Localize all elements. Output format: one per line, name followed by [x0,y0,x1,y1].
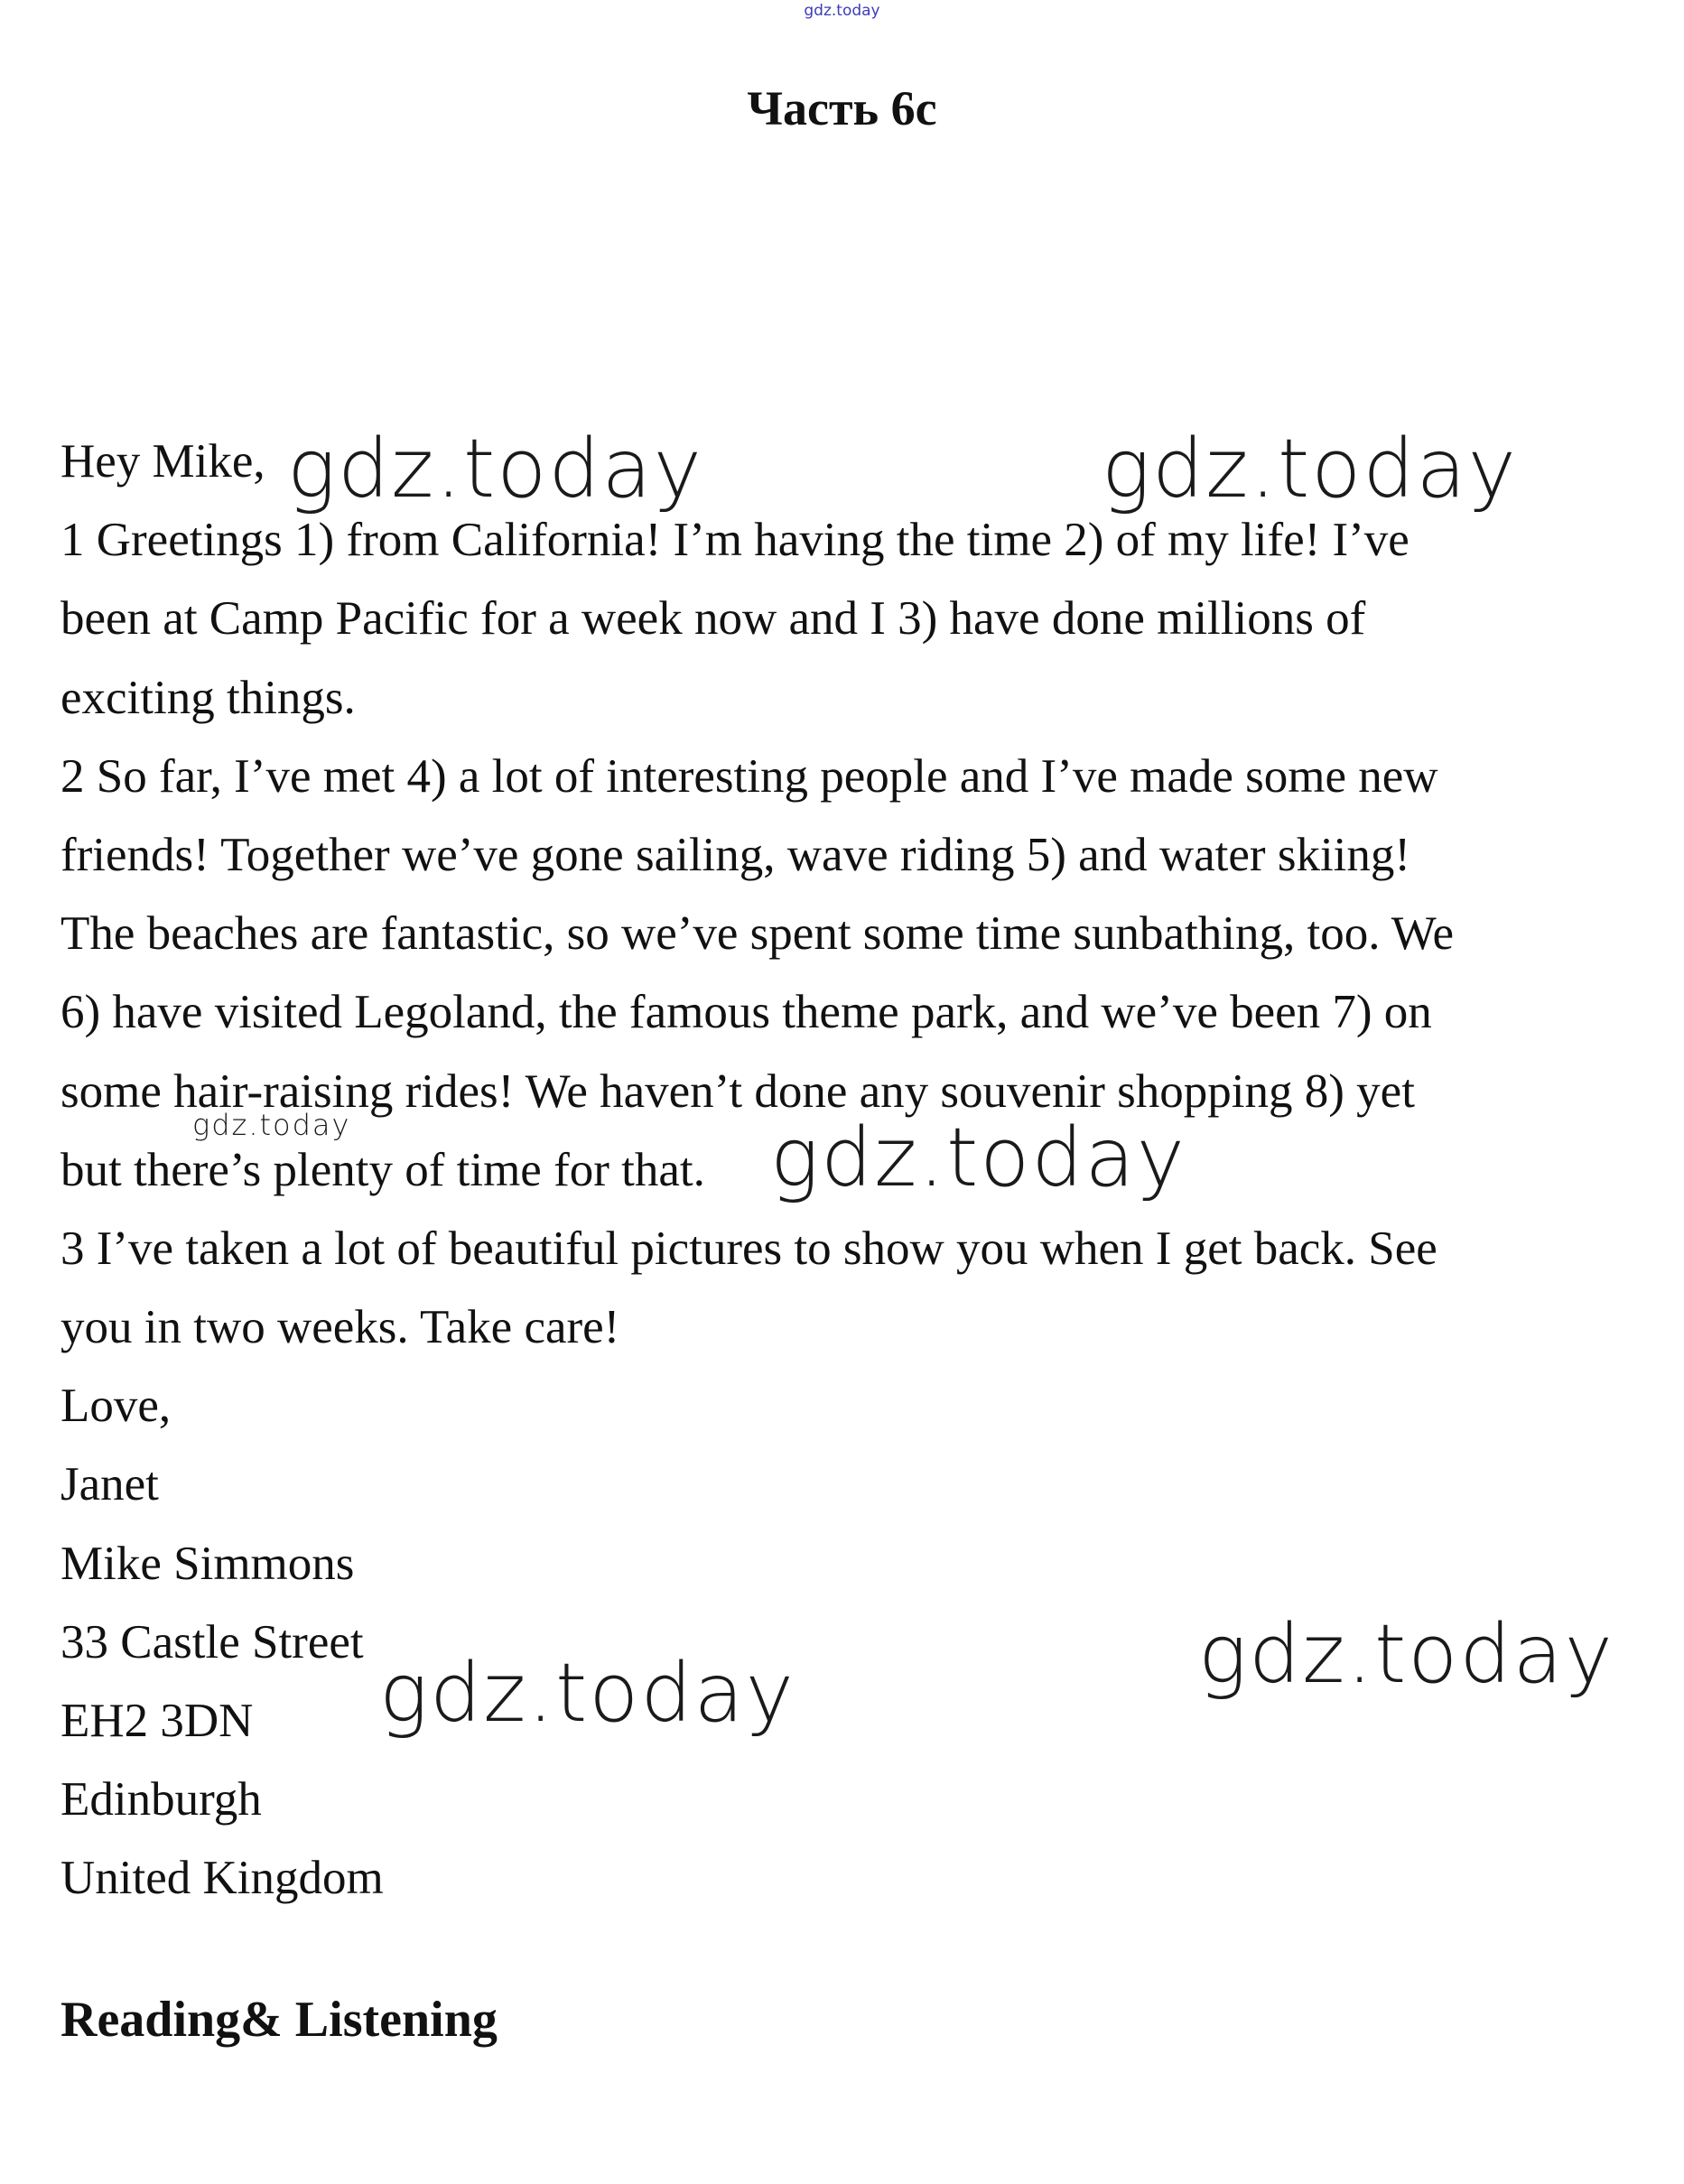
watermark: gdz.today [192,1108,351,1142]
page-title: Часть 6c [747,81,937,135]
letter-line: exciting things. [60,671,356,724]
letter-line: friends! Together we’ve gone sailing, wave riding 5) and water skiing! [60,828,1411,881]
letter-line: been at Camp Pacific for a week now and I 3) have done millions of [60,592,1366,646]
letter-line: some hair-raising rides! We haven’t done any souvenir shopping 8) yet [60,1064,1415,1118]
letter-closing: Love, [60,1380,172,1433]
watermark: gdz.today [379,1646,795,1741]
letter-greeting: Hey Mike, [60,435,265,488]
address-city: Edinburgh [60,1773,262,1826]
address-country: United Kingdom [60,1852,384,1905]
address-postcode: EH2 3DN [60,1695,254,1747]
letter-line: but there’s plenty of time for that. [60,1143,705,1196]
address-name: Mike Simmons [60,1537,355,1590]
address-street: 33 Castle Street [60,1615,364,1668]
watermark: gdz.today [1102,422,1518,516]
letter-line: 3 I’ve taken a lot of beautiful pictures to show you when I get back. See [60,1222,1437,1275]
letter-line: 1 Greetings 1) from California! I’m having the time 2) of my life! I’ve [60,514,1410,567]
top-watermark: gdz.today [804,2,880,20]
letter-line: you in two weeks. Take care! [60,1301,620,1354]
watermark: gdz.today [287,422,703,516]
letter-line: The beaches are fantastic, so we’ve spent some time sunbathing, too. We [60,907,1455,961]
section-heading: Reading& Listening [60,1992,498,2048]
watermark: gdz.today [770,1111,1186,1205]
letter-signature: Janet [60,1458,159,1511]
letter-line: 2 So far, I’ve met 4) a lot of interesting people and I’ve made some new [60,749,1438,803]
watermark: gdz.today [1198,1607,1614,1702]
letter-line: 6) have visited Legoland, the famous theme park, and we’ve been 7) on [60,986,1432,1039]
